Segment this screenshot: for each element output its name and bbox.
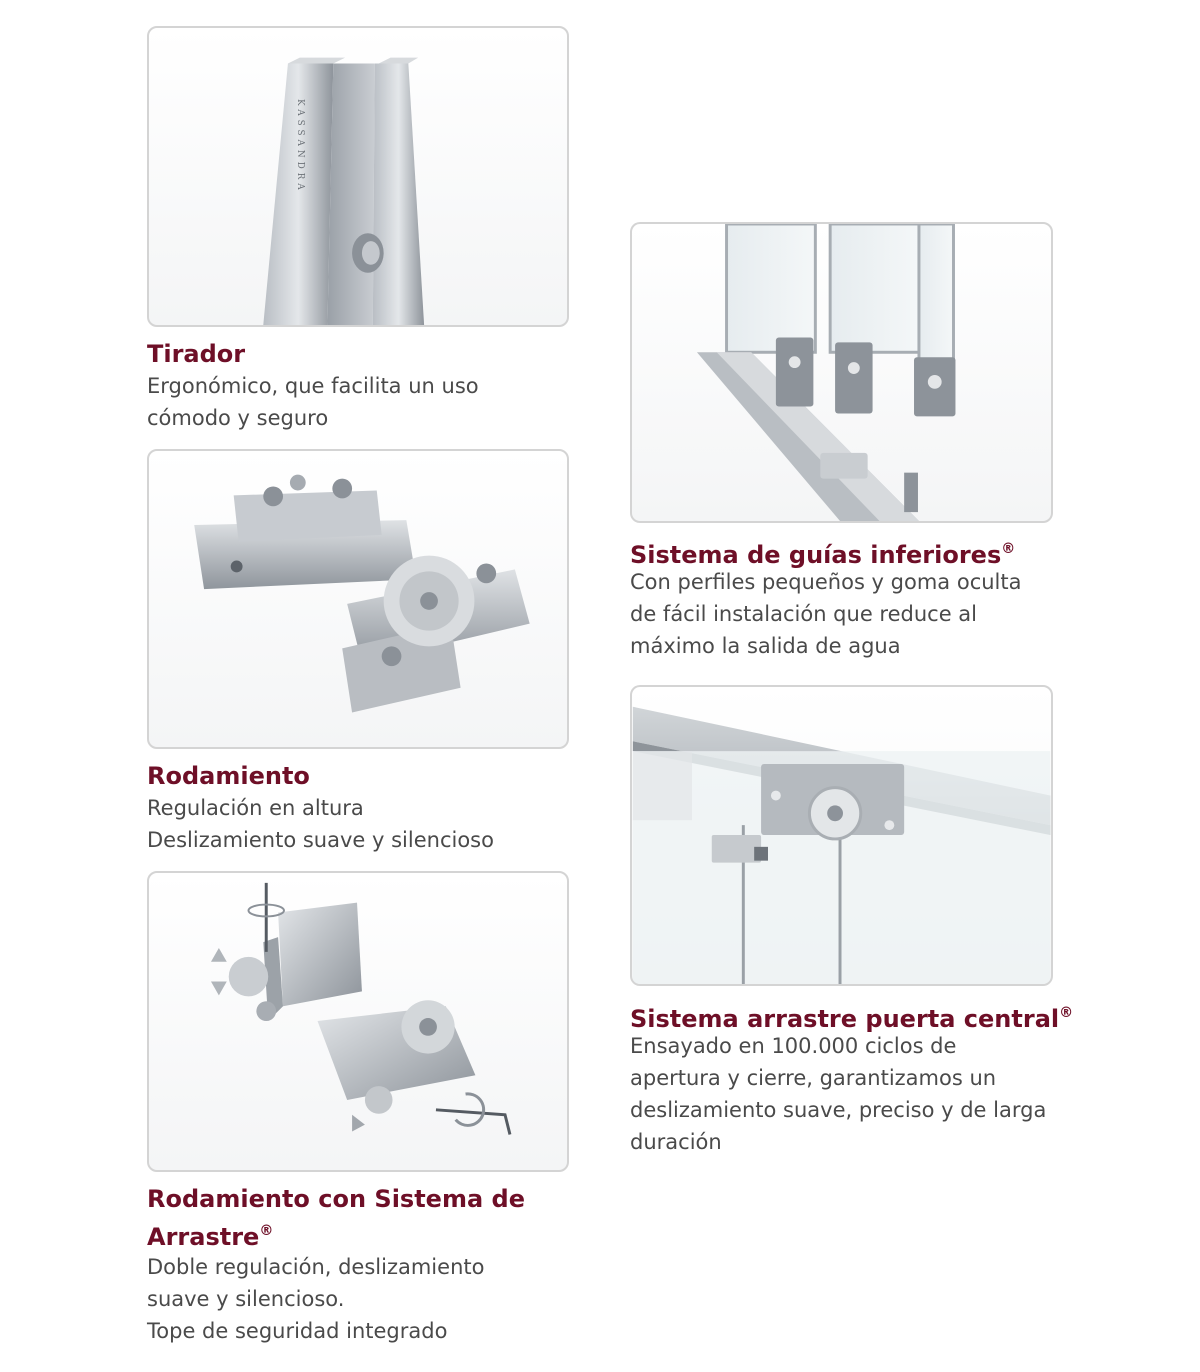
- feature-image-rodamiento: [147, 449, 569, 749]
- bottom-guide-rail-icon: [632, 224, 1051, 521]
- feature-image-rodamiento-arrastre: [147, 871, 569, 1172]
- feature-image-puerta-central: [630, 685, 1053, 986]
- trademark-mark: ®: [259, 1223, 274, 1239]
- feature-desc-guias-inferiores: Con perfiles pequeños y goma oculta de fácil instalación que reduce al máximo la salida de agua: [630, 570, 1022, 658]
- roller-bearing-icon: [149, 451, 567, 747]
- feature-image-tirador: [147, 26, 569, 327]
- feature-desc-tirador: Ergonómico, que facilita un uso cómodo y seguro: [147, 374, 479, 430]
- feature-title-tirador: Tirador: [147, 340, 246, 368]
- feature-desc-rodamiento: Regulación en altura Deslizamiento suave y silencioso: [147, 796, 494, 852]
- feature-title-puerta-central: Sistema arrastre puerta central®: [630, 1005, 1074, 1033]
- handle-bar-icon: [149, 28, 567, 325]
- feature-title-guias-inferiores: Sistema de guías inferiores®: [630, 541, 1016, 569]
- feature-desc-puerta-central: Ensayado en 100.000 ciclos de apertura y cierre, garantizamos un deslizamiento suave, preciso y de larga duración: [630, 1034, 1047, 1154]
- feature-image-guias-inferiores: [630, 222, 1053, 523]
- trademark-mark: ®: [1001, 541, 1016, 557]
- feature-title-rodamiento: Rodamiento: [147, 762, 310, 790]
- central-door-drag-icon: [632, 687, 1051, 984]
- feature-desc-rodamiento-arrastre: Doble regulación, deslizamiento suave y silencioso. Tope de seguridad integrado: [147, 1255, 485, 1343]
- trademark-mark: ®: [1059, 1005, 1074, 1021]
- feature-title-rodamiento-arrastre: Rodamiento con Sistema de Arrastre®: [147, 1185, 525, 1251]
- handle-brand-text: KASSANDRA: [294, 99, 305, 194]
- roller-drag-system-icon: [149, 873, 567, 1170]
